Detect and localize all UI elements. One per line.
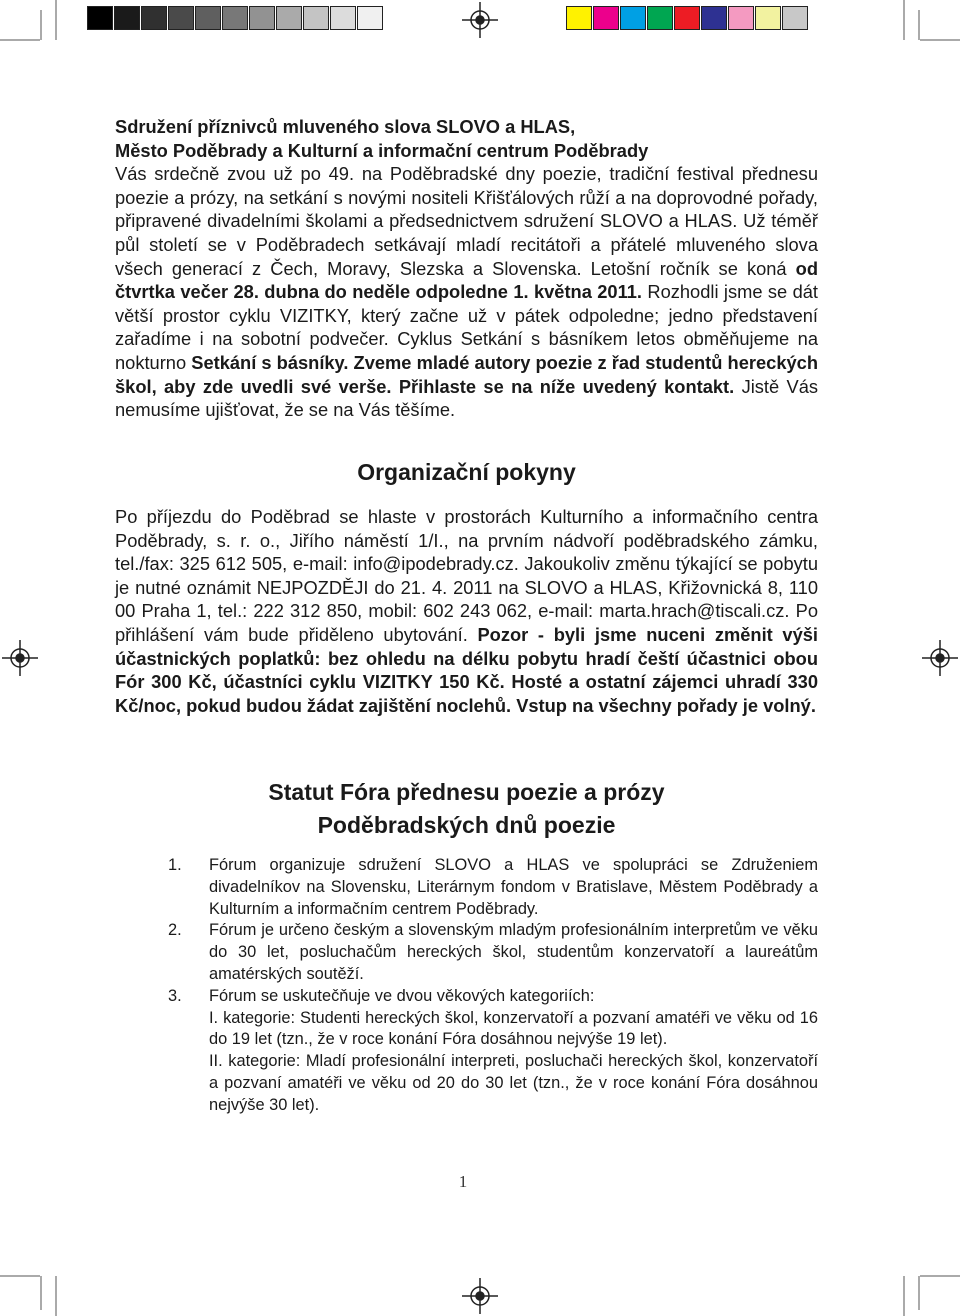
- color-swatch: [303, 6, 329, 30]
- color-swatch: [593, 6, 619, 30]
- section-heading-organizacni: Organizační pokyny: [357, 459, 576, 485]
- color-swatch: [566, 6, 592, 30]
- grayscale-swatch-bar: [87, 6, 384, 30]
- fee-notice: Pozor - byli jsme nuceni změnit výši účastnických poplatků: bez ohledu na délku pobytu hradí čeští účastnici obou Fór 300 Kč, účastníci cyklu VIZITKY 150 Kč. Hosté a ostatní zájemci uhradí 330 Kč/noc, pokud budou žádat zajištění noclehů. Vstup na všechny pořady je volný.: [115, 623, 818, 716]
- item-number: 1.: [168, 856, 182, 874]
- color-swatch: [168, 6, 194, 30]
- color-swatch-bar: [566, 6, 809, 30]
- statute-heading: [115, 776, 818, 842]
- item-number: 2.: [168, 921, 182, 940]
- organizational-text: Po příjezdu do Poděbrad se hlaste v prostorách Kulturního a informačního centra Poděbrady, s. r. o., Jiřího náměstí 1/I., na prvním nádvoří poděbradského zámku, tel./fax: 325 612 505, e-mail: info@ipodebrady.cz. Jakoukoliv změnu týkající se pobytu je nutné oznámit NEJPOZDĚJI do 21. 4. 2011 na SLOVO a HLAS, Křižovnická 8, 110 00 Praha 1, tel.: 222 312 850, mobil: 602 243 062, e-mail: marta.hrach@tiscali.cz. Po přihlášení vám bude přiděleno ubytování.: [115, 506, 818, 645]
- color-swatch: [674, 6, 700, 30]
- color-swatch: [330, 6, 356, 30]
- registration-mark-icon: [922, 640, 958, 676]
- organizer-line-1: Sdružení příznivců mluveného slova SLOVO a HLAS,: [115, 116, 576, 137]
- color-swatch: [87, 6, 113, 30]
- organizer-line-2: Město Poděbrady a Kulturní a informační centrum Poděbrady: [115, 139, 649, 161]
- item-text: Fórum organizuje sdružení SLOVO a HLAS ve spolupráci se Združeniem divadelníkov na Slovensku, Literárnym fondom v Bratislave, Městem Poděbrady a Kulturním a informačním centrem Poděbrady.: [209, 856, 818, 918]
- item-number: 3.: [168, 986, 182, 1005]
- color-swatch: [276, 6, 302, 30]
- registration-mark-icon: [462, 1278, 498, 1314]
- category-1-text: I. kategorie: Studenti hereckých škol, konzervatoří a pozvaní amatéři ve věku od 16 do 19 let (tzn., že v roce konání Fóra dosáhnou nejvýše 19 let).: [209, 1008, 818, 1049]
- invitation-section: [115, 115, 818, 422]
- invitation-paragraph: [115, 162, 818, 422]
- color-swatch: [195, 6, 221, 30]
- color-swatch: [782, 6, 808, 30]
- statute-title-line-1: Statut Fóra přednesu poezie a prózy: [268, 779, 665, 805]
- statute-list: [115, 855, 818, 1117]
- item-text: Fórum je určeno českým a slovenským mladým profesionálním interpretům ve věku do 30 let, posluchačům hereckých škol, studentům konzervatoří a laureátům amatérských soutěží.: [209, 921, 818, 983]
- color-swatch: [114, 6, 140, 30]
- color-swatch: [728, 6, 754, 30]
- invitation-text-c: Jistě Vás nemusíme ujišťovat, že se na Vás těšíme.: [115, 375, 818, 421]
- item-text: Fórum se uskutečňuje ve dvou věkových kategoriích:: [209, 986, 595, 1005]
- statute-item: [115, 855, 818, 920]
- festival-date: od čtvrtka večer 28. dubna do neděle odpoledne 1. května 2011.: [115, 257, 818, 303]
- invitation-text-a: Vás srdečně zvou už po 49. na Poděbradské dny poezie, tradiční festival přednesu poezie a prózy, na setkání s novými nositeli Křišťálových růží a na doprovodné pořady, připravené divadelními školami a předsednictvem sdružení SLOVO a HLAS. Už téměř půl století se v Poděbradech setkávají mladí recitátoři a přátelé mluveného slova všech generací z Čech, Moravy, Slezska a Slovenska. Letošní ročník se koná: [115, 163, 818, 279]
- color-swatch: [357, 6, 383, 30]
- nokturno-call: Setkání s básníky. Zveme mladé autory poezie z řad studentů hereckých škol, aby zde uvedli své verše. Přihlaste se na níže uvedený kontakt.: [115, 351, 818, 397]
- color-swatch: [647, 6, 673, 30]
- color-swatch: [141, 6, 167, 30]
- color-swatch: [222, 6, 248, 30]
- statute-item: [115, 920, 818, 985]
- color-swatch: [755, 6, 781, 30]
- page-number: 1: [458, 1172, 468, 1191]
- color-swatch: [249, 6, 275, 30]
- statute-item: [115, 986, 818, 1117]
- organizational-section: [115, 457, 818, 717]
- category-2-text: II. kategorie: Mladí profesionální interpreti, posluchači hereckých škol, konzervatoří a pozvaní amatéři ve věku od 20 do 30 let (tzn., že v roce konání Fóra dosáhnou nejvýše 30 let).: [209, 1052, 818, 1114]
- statute-title-line-2: Poděbradských dnů poezie: [317, 812, 616, 838]
- color-swatch: [701, 6, 727, 30]
- invitation-text-b: Rozhodli jsme se dát větší prostor cyklu VIZITKY, který začne už v pátek odpoledne; jedno představení zařadíme i na sobotní podvečer. Cyklus Setkání s básníkem letos obměňujeme na nokturno: [115, 281, 818, 373]
- registration-mark-icon: [2, 640, 38, 676]
- registration-mark-icon: [462, 2, 498, 38]
- organizational-paragraph: [115, 505, 818, 717]
- color-swatch: [620, 6, 646, 30]
